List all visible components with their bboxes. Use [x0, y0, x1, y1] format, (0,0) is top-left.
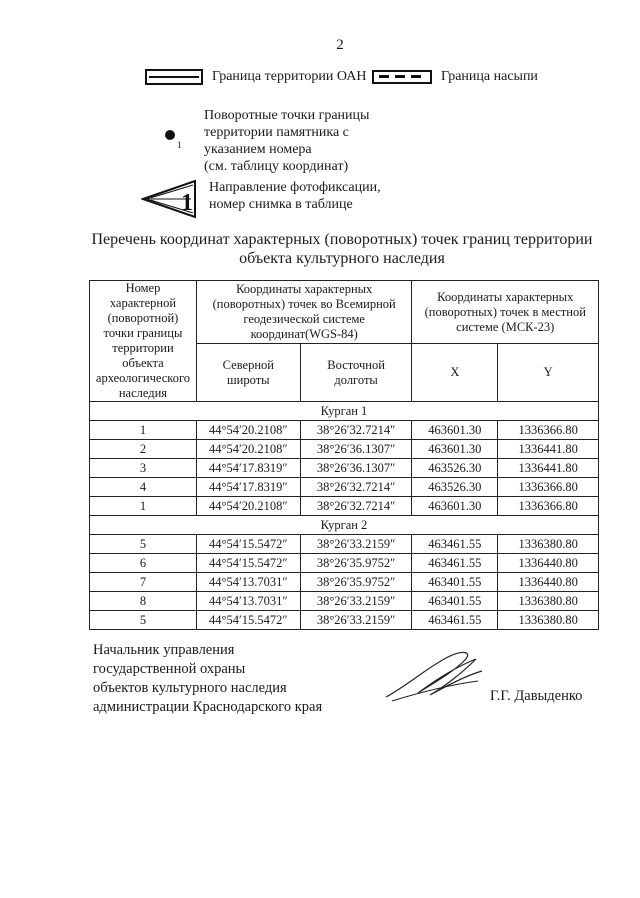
photo-direction-arrow-icon — [141, 179, 205, 219]
cell-y: 1336440.80 — [498, 573, 599, 592]
header-x: X — [412, 344, 498, 402]
group-title: Курган 2 — [90, 516, 599, 535]
cell-x: 463461.55 — [412, 554, 498, 573]
cell-longitude: 38°26′35.9752″ — [300, 554, 412, 573]
cell-longitude: 38°26′33.2159″ — [300, 535, 412, 554]
solid-boundary-symbol — [145, 69, 203, 85]
legend-oan-boundary — [145, 68, 367, 85]
legend-turning-points-label: Поворотные точки границы территории памятника с указанием номера (см. таблицу координат) — [204, 108, 370, 174]
cell-longitude: 38°26′36.1307″ — [300, 459, 412, 478]
cell-y: 1336441.80 — [498, 440, 599, 459]
table-row — [90, 497, 599, 516]
cell-latitude: 44°54′17.8319″ — [196, 459, 300, 478]
header-point-number: Номер характерной (поворотной) точки границы территории объекта археологического наследия — [90, 281, 197, 402]
cell-latitude: 44°54′15.5472″ — [196, 554, 300, 573]
cell-x: 463401.55 — [412, 573, 498, 592]
legend-photo-direction-label: Направление фотофиксации, номер снимка в таблице — [209, 180, 381, 212]
cell-x: 463526.30 — [412, 459, 498, 478]
legend-oan-label: Граница территории ОАН — [212, 69, 367, 84]
cell-number: 8 — [90, 592, 197, 611]
cell-x: 463526.30 — [412, 478, 498, 497]
turning-point-marker-icon — [160, 107, 204, 155]
cell-latitude: 44°54′13.7031″ — [196, 573, 300, 592]
cell-x: 463601.30 — [412, 421, 498, 440]
table-row — [90, 478, 599, 497]
cell-number: 3 — [90, 459, 197, 478]
cell-x: 463601.30 — [412, 440, 498, 459]
table-row — [90, 421, 599, 440]
table-row — [90, 573, 599, 592]
cell-latitude: 44°54′13.7031″ — [196, 592, 300, 611]
signatory-position: Начальник управления государственной охраны объектов культурного наследия администрации Краснодарского края — [93, 642, 323, 715]
cell-y: 1336380.80 — [498, 611, 599, 630]
cell-latitude: 44°54′17.8319″ — [196, 478, 300, 497]
cell-longitude: 38°26′35.9752″ — [300, 573, 412, 592]
cell-longitude: 38°26′33.2159″ — [300, 611, 412, 630]
table-row — [90, 535, 599, 554]
cell-y: 1336440.80 — [498, 554, 599, 573]
cell-latitude: 44°54′20.2108″ — [196, 497, 300, 516]
cell-number: 6 — [90, 554, 197, 573]
cell-number: 5 — [90, 611, 197, 630]
table-row — [90, 592, 599, 611]
coordinates-table — [89, 280, 599, 630]
legend-embankment-boundary — [372, 68, 538, 85]
cell-y: 1336366.80 — [498, 497, 599, 516]
cell-longitude: 38°26′33.2159″ — [300, 592, 412, 611]
cell-latitude: 44°54′20.2108″ — [196, 421, 300, 440]
dashed-boundary-symbol — [372, 70, 432, 84]
table-heading: Перечень координат характерных (поворотных) точек границ территории объекта культурного наследия — [91, 231, 593, 267]
table-row — [90, 459, 599, 478]
group-title: Курган 1 — [90, 402, 599, 421]
handwritten-signature-icon — [378, 645, 488, 707]
cell-y: 1336366.80 — [498, 421, 599, 440]
header-wgs: Координаты характерных (поворотных) точек во Всемирной геодезической системе координат(WGS-84) — [196, 281, 412, 344]
turning-point-marker-number: 1 — [177, 140, 182, 150]
cell-longitude: 38°26′32.7214″ — [300, 497, 412, 516]
cell-longitude: 38°26′32.7214″ — [300, 478, 412, 497]
table-row — [90, 440, 599, 459]
legend-photo-direction — [141, 179, 381, 219]
legend-embankment-label: Граница насыпи — [441, 69, 538, 84]
cell-number: 5 — [90, 535, 197, 554]
cell-number: 2 — [90, 440, 197, 459]
cell-latitude: 44°54′15.5472″ — [196, 611, 300, 630]
signatory-name: Г.Г. Давыденко — [490, 688, 583, 704]
cell-longitude: 38°26′36.1307″ — [300, 440, 412, 459]
photo-marker-number: 1 — [181, 190, 193, 216]
legend-turning-points — [160, 107, 369, 175]
cell-latitude: 44°54′20.2108″ — [196, 440, 300, 459]
header-msk: Координаты характерных (поворотных) точек в местной системе (МСК-23) — [412, 281, 599, 344]
cell-number: 7 — [90, 573, 197, 592]
cell-number: 1 — [90, 497, 197, 516]
cell-y: 1336366.80 — [498, 478, 599, 497]
cell-x: 463461.55 — [412, 535, 498, 554]
cell-y: 1336380.80 — [498, 535, 599, 554]
cell-number: 1 — [90, 421, 197, 440]
cell-y: 1336380.80 — [498, 592, 599, 611]
cell-x: 463401.55 — [412, 592, 498, 611]
header-y: Y — [498, 344, 599, 402]
header-east-longitude: Восточной долготы — [300, 344, 412, 402]
cell-x: 463601.30 — [412, 497, 498, 516]
cell-latitude: 44°54′15.5472″ — [196, 535, 300, 554]
cell-y: 1336441.80 — [498, 459, 599, 478]
cell-number: 4 — [90, 478, 197, 497]
header-north-latitude: Северной широты — [196, 344, 300, 402]
cell-longitude: 38°26′32.7214″ — [300, 421, 412, 440]
table-row — [90, 554, 599, 573]
table-row — [90, 611, 599, 630]
cell-x: 463461.55 — [412, 611, 498, 630]
page-number: 2 — [336, 37, 344, 53]
